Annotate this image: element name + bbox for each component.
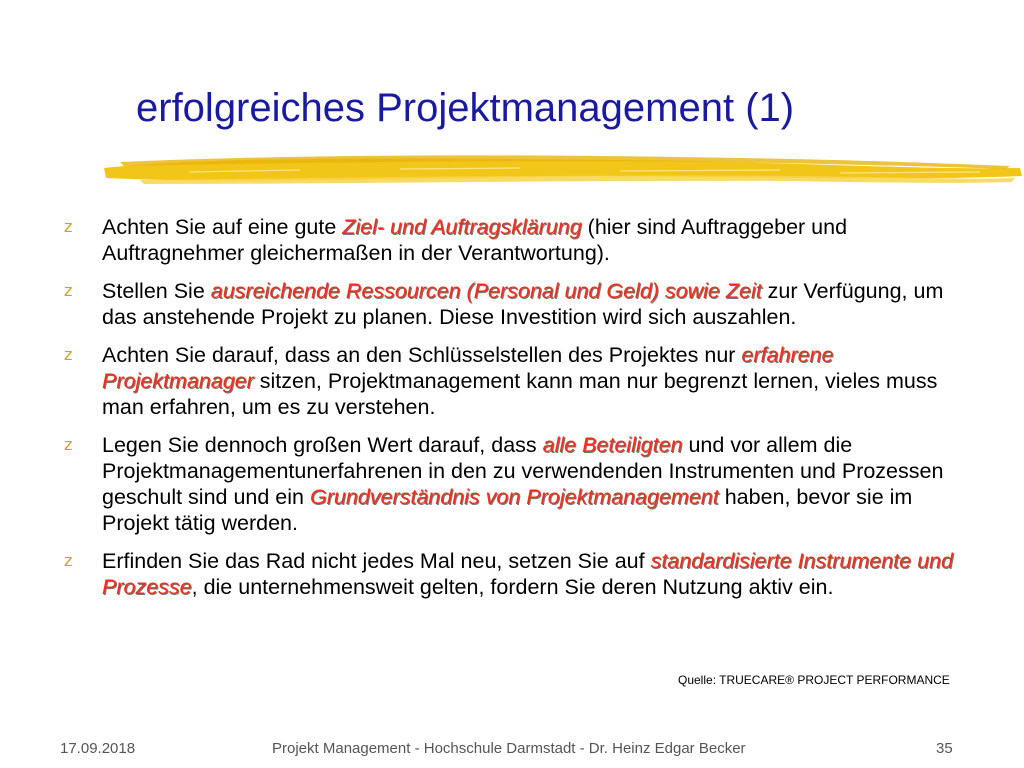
yellow-brush-stroke bbox=[100, 148, 1024, 190]
footer-date: 17.09.2018 bbox=[60, 740, 136, 757]
bullet-marker-icon: z bbox=[64, 217, 73, 236]
bullet-marker-icon: z bbox=[64, 435, 73, 454]
bullet-text: Erfinden Sie das Rad nicht jedes Mal neu, setzen Sie auf bbox=[102, 549, 651, 573]
highlight-text: erfahrene Projektmanager bbox=[102, 343, 834, 393]
bullet-text: (hier sind Auftraggeber und Auftragnehmer gleichermaßen in der Verantwortung). bbox=[102, 215, 848, 265]
bullet-text: zur Verfügung, um das anstehende Projekt zu planen. Diese Investition wird sich auszahlen. bbox=[102, 279, 944, 329]
bullet-text: Legen Sie dennoch großen Wert darauf, dass bbox=[102, 433, 543, 457]
list-item bbox=[64, 278, 964, 330]
bullet-list bbox=[64, 214, 964, 612]
bullet-marker-icon: z bbox=[64, 345, 73, 364]
bullet-marker-icon: z bbox=[64, 551, 73, 570]
bullet-marker-icon: z bbox=[64, 281, 73, 300]
bullet-text: Achten Sie darauf, dass an den Schlüsselstellen des Projektes nur bbox=[102, 343, 742, 367]
list-item bbox=[64, 342, 964, 420]
source-note: Quelle: TRUECARE® PROJECT PERFORMANCE bbox=[678, 673, 950, 687]
bullet-text: sitzen, Projektmanagement kann man nur begrenzt lernen, vieles muss man erfahren, um es zu verstehen. bbox=[102, 369, 938, 419]
slide-title: erfolgreiches Projektmanagement (1) bbox=[136, 86, 795, 130]
page-number: 35 bbox=[936, 740, 953, 757]
highlight-text: alle Beteiligten bbox=[542, 433, 683, 457]
list-item bbox=[64, 214, 964, 266]
bullet-text: Achten Sie auf eine gute bbox=[102, 215, 343, 239]
list-item bbox=[64, 548, 964, 600]
highlight-text: Grundverständnis von Projektmanagement bbox=[309, 485, 719, 509]
list-item bbox=[64, 432, 964, 536]
highlight-text: ausreichende Ressourcen (Personal und Geld) sowie Zeit bbox=[210, 279, 762, 303]
highlight-text: Ziel- und Auftragsklärung bbox=[342, 215, 582, 239]
bullet-text: , die unternehmensweit gelten, fordern Sie deren Nutzung aktiv ein. bbox=[191, 575, 834, 599]
footer-text: Projekt Management - Hochschule Darmstadt - Dr. Heinz Edgar Becker bbox=[272, 740, 746, 757]
bullet-text: Stellen Sie bbox=[102, 279, 211, 303]
highlight-text: standardisierte Instrumente und Prozesse bbox=[102, 549, 953, 599]
bullet-text: haben, bevor sie im Projekt tätig werden. bbox=[102, 485, 913, 535]
bullet-text: und vor allem die Projektmanagementunerfahrenen in den zu verwendenden Instrumenten und Prozessen geschult sind und ein bbox=[102, 433, 944, 509]
